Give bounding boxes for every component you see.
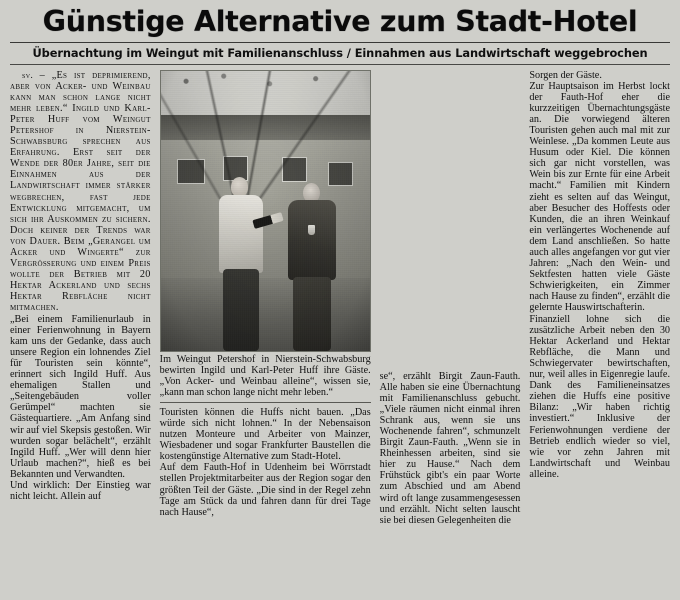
paragraph: Sorgen der Gäste. (529, 69, 602, 81)
paragraph: Finanziell lohne sich die zusätzliche Arbeit neben den 30 Hektar Ackerland und Hektar Rebfläche, die Mann und Schwiegervater bewirtschaften, nur, weil alles in Eigenregie laufe. Dank des Familieneinsatzes ziehen die Huffs eine positive Bilanz: „Wir haben richtig investiert.“ Inklusive der Ferienwohnungen verdiene der Betrieb endlich wieder so viel, wie vor zehn Jahren mit Landwirtschaft und Weinbau alleine. (529, 313, 671, 480)
byline-initials: sv. (22, 69, 34, 80)
column-4 (529, 70, 670, 570)
photo-image (160, 70, 371, 352)
photo-caption: Im Weingut Petershof in Nierstein-Schwabsburg bewirten Ingild und Karl-Peter Huff ihre Gäste. „Von Acker- und Weinbau alleine“, wissen sie, „kann man schon lange nicht mehr leben.“ (159, 353, 371, 398)
paragraph: Zur Hauptsaison im Herbst lockt der Fauth-Hof eher die kurzzeitigen Übernachtungsgäste an. Die vorwiegend älteren Touristen gehen auch mal mit zur Weinlese. „Da kommen Leute aus Husum oder Kiel. Die können sich gar nicht vorstellen, was Wein bis zur Ernte für eine Arbeit macht.“ Familien mit Kindern zieht es selten auf das Weingut, aber Besucher des Hoffests oder Kunden, die an ihren Weinkauf ein verlängertes Wochenende auf dem Land anschließen. So hatte auch alles angefangen vor gut vier Jahren: „Nach den Wein- und Sektfesten hatten viele Gäste Schwierigkeiten, ein Zimmer nach Hause zu finden“, erzählt die gelernte Hauswirtschafterin. (529, 80, 671, 314)
column-3 (380, 70, 521, 570)
column-1 (10, 70, 151, 570)
paragraph: Auf dem Fauth-Hof in Udenheim bei Wörrstadt stellen Projektmitarbeiter aus der Region sogar den größten Teil der Gäste. „Die sind in der Regel zehn Tage am Stück da und fahren dann für drei Tage nach Hause“, (159, 462, 371, 518)
paragraph: „Bei einem Familienurlaub in einer Ferienwohnung in Bayern kam uns der Gedanke, dass auch unsere Region ein lohnendes Ziel für Touristen sein könnte“, erinnert sich Ingild Huff. Aus ehemaligen Stallen und „Seitengebäuden voller Gerümpel“ machten sie Gästequartiere. „Am Anfang sind wir auf viel Skepsis gestoßen. Wir wurden sogar belächelt“, erzählt Ingild Huff. „Wer will denn hier Urlaub machen?“, hieß es bei Bekannten und Verwandten. (10, 313, 151, 480)
divider-second (10, 64, 670, 65)
caption-divider (160, 402, 371, 403)
paragraph: Und wirklich: Der Einstieg war nicht leicht. Allein auf (10, 479, 151, 503)
column-3-spacer (380, 70, 521, 371)
photo-grain-texture (161, 71, 370, 351)
paragraph: se“, erzählt Birgit Zaun-Fauth. Alle haben sie eine Übernachtung mit Familienanschluss gebucht. „Viele räumen nicht einmal ihren Schrank aus, wenn sie uns Wochenende fahren“, schmunzelt Birgit Zaun-Fauth. „Wenn sie in Rheinhessen arbeiten, sind sie hier zu Hause.“ Nach dem Frühstück gibt's ein paar Worte zum Abschied und am Abend wird oft lange zusammengesessen und erzählt. Nicht selten lauscht sie bei diesen Gelegenheiten die (379, 370, 521, 526)
page-headline: Günstige Alternative zum Stadt-Hotel (42, 5, 638, 38)
divider-top (10, 42, 670, 43)
dateline: – „Es ist deprimierend, aber von Acker- und Weinbau kann man schon lange nicht mehr leben.“ Ingild und Karl-Peter Huff vom Weingut Petershof in Nierstein-Schwabsburg sprechen aus Erfahrung. Erst seit der Wende der 80er Jahre, seit die Einnahmen aus der Landwirtschaft immer stärker wegbrechen, fast jede Entwicklung mitgemacht, um sich ihr Auskommen zu sichern. Doch keiner der Trends war von Dauer. Beim „Gerangel um Acker und Wingerte“ zur Vergrößerung und einem Preis wollte der Betrieb mit 20 Hektar Ackerland und sechs Hektar Rebfläche nicht mitmachen. (10, 69, 151, 314)
article-columns (10, 70, 670, 570)
column-2 (160, 70, 371, 570)
article-photo (160, 70, 371, 403)
paragraph: Touristen können die Huffs nicht bauen. „Das würde sich nicht lohnen.“ In der Nebensaison nutzen Monteure und Arbeiter von Mainzer, Wiesbadener und sogar Frankfurter Baustellen die kostengünstige Alternative zum Stadt-Hotel. (159, 406, 371, 463)
page-subheadline: Übernachtung im Weingut mit Familienanschluss / Einnahmen aus Landwirtschaft weggebrochen (32, 45, 648, 60)
